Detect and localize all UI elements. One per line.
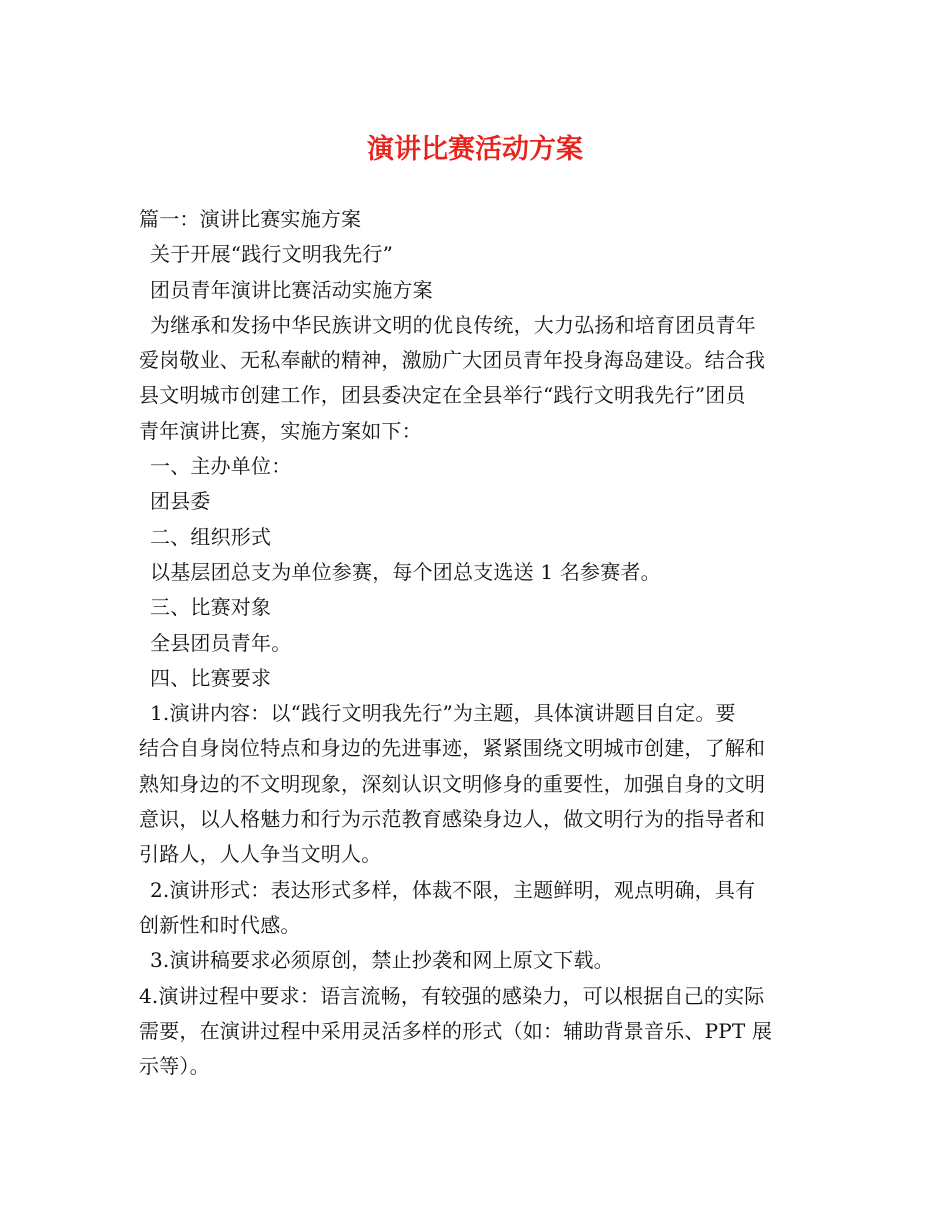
paragraph-line: 全县团员青年。 [150,630,292,655]
paragraph-line: 创新性和时代感。 [139,912,301,937]
document-title: 演讲比赛活动方案 [367,134,583,165]
list-item-line: 2.演讲形式：表达形式多样，体裁不限，主题鲜明，观点明确，具有 [150,877,756,902]
section-heading: 一、主办单位： [150,454,292,479]
list-item-line: 3.演讲稿要求必须原创，禁止抄袭和网上原文下载。 [150,948,614,973]
section-heading: 四、比赛要求 [150,665,272,690]
paragraph-line: 为继承和发扬中华民族讲文明的优良传统，大力弘扬和培育团员青年 [150,312,756,337]
paragraph-line: 结合自身岗位特点和身边的先进事迹，紧紧围绕文明城市创建，了解和 [139,736,766,761]
paragraph-line: 爱岗敬业、无私奉献的精神，激励广大团员青年投身海岛建设。结合我 [139,348,766,373]
paragraph-line: 以基层团总支为单位参赛，每个团总支选送 1 名参赛者。 [150,559,661,584]
section-heading: 篇一：演讲比赛实施方案 [139,207,362,231]
section-heading: 二、组织形式 [150,524,272,549]
document-body [139,202,815,1084]
paragraph-line: 示等）。 [139,1054,210,1079]
paragraph-line: 熟知身边的不文明现象，深刻认识文明修身的重要性，加强自身的文明 [139,771,766,796]
subheading-line: 关于开展“践行文明我先行” [150,242,394,267]
paragraph-line: 青年演讲比赛，实施方案如下： [139,418,422,443]
paragraph-line: 意识，以人格魅力和行为示范教育感染身边人，做文明行为的指导者和 [139,807,766,832]
list-item-line: 4.演讲过程中要求：语言流畅，有较强的感染力，可以根据自己的实际 [139,983,765,1008]
section-heading: 三、比赛对象 [150,595,272,620]
paragraph-line: 引路人，人人争当文明人。 [139,842,382,867]
paragraph-line: 需要，在演讲过程中采用灵活多样的形式（如：辅助背景音乐、PPT 展 [139,1018,773,1043]
subheading-line: 团员青年演讲比赛活动实施方案 [150,277,433,302]
paragraph-line: 团县委 [150,489,211,514]
list-item-line: 1.演讲内容：以“践行文明我先行”为主题，具体演讲题目自定。要 [150,701,736,726]
paragraph-line: 县文明城市创建工作，团县委决定在全县举行“践行文明我先行”团员 [139,383,746,408]
